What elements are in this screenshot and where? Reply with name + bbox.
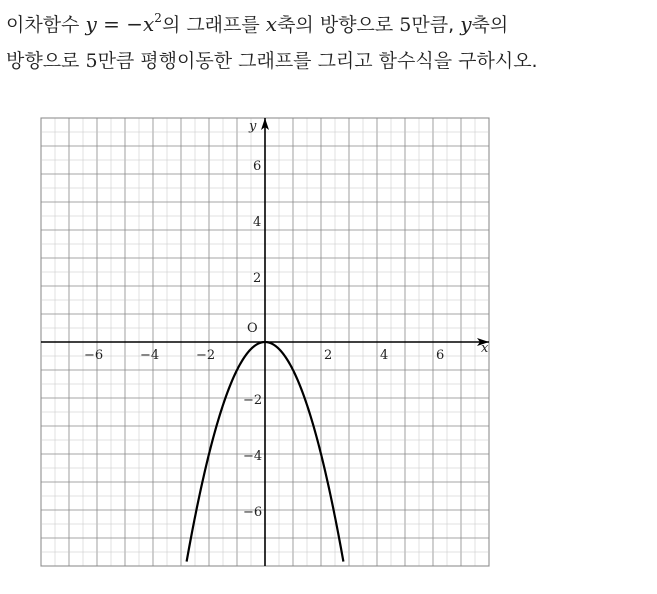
x-tick-label: 6 <box>436 348 445 363</box>
coordinate-graph <box>36 116 496 580</box>
x-tick-label: −6 <box>84 348 104 363</box>
tick-labels <box>84 119 489 520</box>
math-var-x: x <box>265 12 278 36</box>
problem-text: 만큼 평행이동한 그래프를 그리고 함수식을 구하시오. <box>97 50 538 72</box>
problem-statement <box>6 6 654 79</box>
problem-line-2 <box>6 43 654 79</box>
math-exponent: 2 <box>154 11 162 25</box>
problem-text: 축의 방향으로 <box>277 14 400 36</box>
y-axis-label: y <box>249 119 257 134</box>
x-tick-label: 2 <box>324 348 333 363</box>
problem-text: 의 그래프를 <box>161 14 266 36</box>
problem-text: 만큼, <box>411 14 461 36</box>
x-tick-label: −4 <box>140 348 160 363</box>
math-var-y: y <box>85 12 97 36</box>
graph-svg <box>36 116 496 576</box>
y-tick-label: −4 <box>243 449 263 464</box>
shift-amount-y: 5 <box>85 50 98 72</box>
x-axis-label: x <box>481 341 489 356</box>
problem-text: 축의 <box>471 14 509 36</box>
x-tick-label: −2 <box>196 348 216 363</box>
y-tick-label: 6 <box>253 159 262 174</box>
problem-text: 이차함수 <box>6 14 86 36</box>
problem-line-1 <box>6 6 654 43</box>
x-tick-label: 4 <box>380 348 389 363</box>
shift-amount-x: 5 <box>399 14 412 36</box>
problem-text: 방향으로 <box>6 50 86 72</box>
function-expression <box>85 12 161 36</box>
math-var-x: x <box>143 12 155 36</box>
math-var-y: y <box>460 12 472 36</box>
math-operator: = − <box>96 12 144 36</box>
y-tick-label: −2 <box>243 393 263 408</box>
origin-label: O <box>247 321 258 336</box>
y-tick-label: −6 <box>243 505 263 520</box>
y-tick-label: 2 <box>253 271 262 286</box>
y-tick-label: 4 <box>253 215 262 230</box>
